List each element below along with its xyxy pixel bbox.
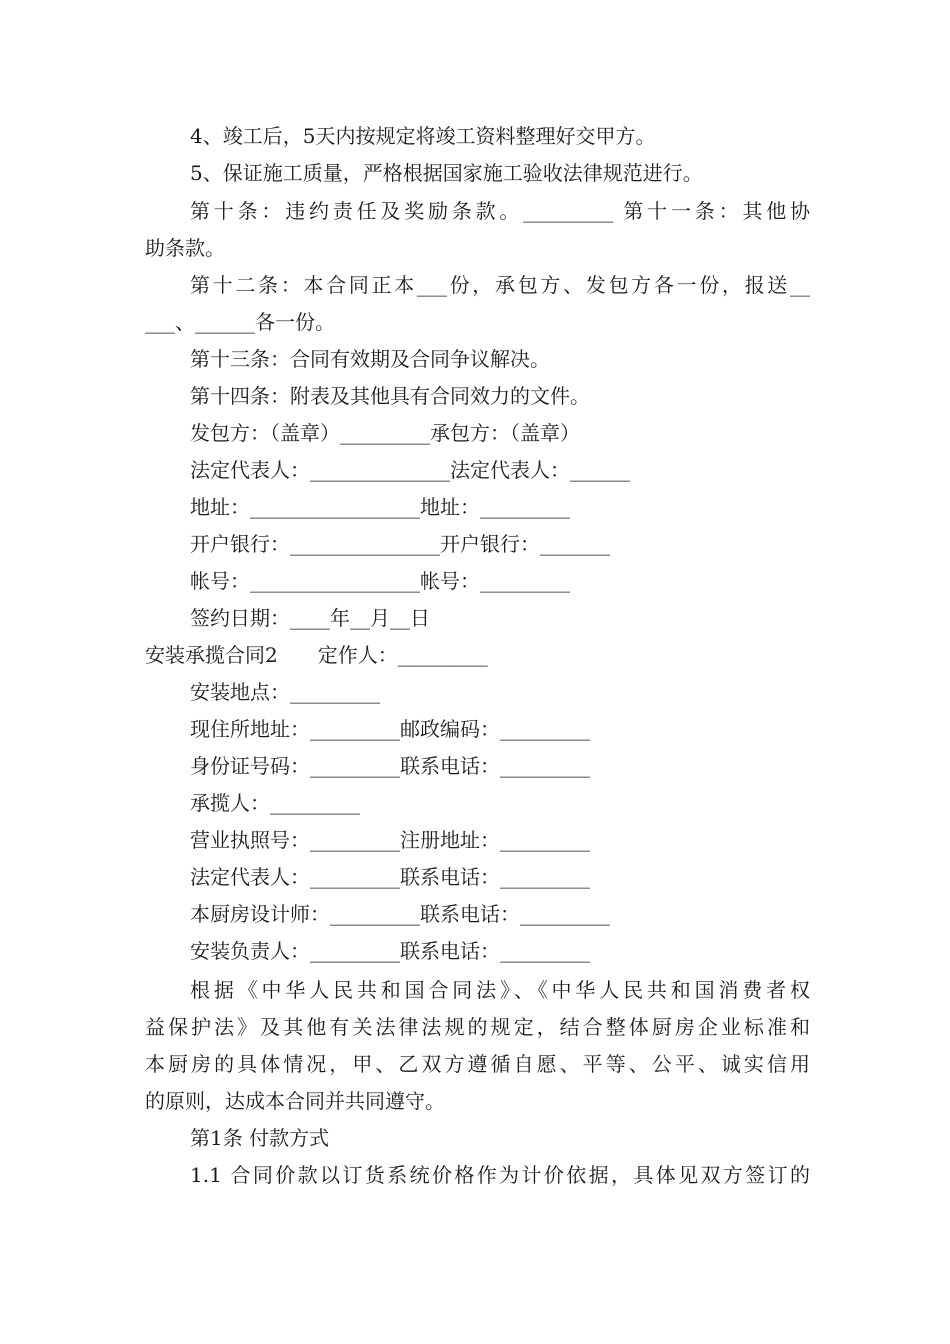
text-line: 本厨房的具体情况，甲、乙双方遵循自愿、平等、公平、诚实信用 (145, 1052, 810, 1076)
text-line: 营业执照号：_________注册地址：_________ (190, 828, 590, 852)
text-line: 的原则，达成本合同并共同遵守。 (145, 1089, 445, 1113)
text-line: 安装负责人：_________联系电话：_________ (190, 939, 590, 963)
text-line: 第十条：违约责任及奖励条款。_________ 第十一条：其他协 (190, 199, 810, 223)
text-line: 开户银行：_______________开户银行：_______ (190, 532, 610, 556)
text-line: 益保护法》及其他有关法律法规的规定，结合整体厨房企业标准和 (145, 1015, 810, 1039)
text-line: 承揽人：_________ (190, 791, 360, 815)
text-line: 第十四条：附表及其他具有合同效力的文件。 (190, 384, 590, 408)
text-line: 法定代表人：_________联系电话：_________ (190, 865, 590, 889)
text-line: 第十三条：合同有效期及合同争议解决。 (190, 347, 550, 371)
text-line: 法定代表人：______________法定代表人：______ (190, 458, 630, 482)
text-line: 根据《中华人民共和国合同法》、《中华人民共和国消费者权 (190, 978, 810, 1002)
text-line: 第1条 付款方式 (190, 1126, 330, 1150)
text-line: 本厨房设计师：_________联系电话：_________ (190, 902, 610, 926)
text-line: 1.1 合同价款以订货系统价格作为计价依据，具体见双方签订的 (190, 1163, 810, 1187)
text-line: 身份证号码：_________联系电话：_________ (190, 754, 590, 778)
text-line: 帐号：_________________帐号：_________ (190, 569, 570, 593)
section-heading: 安装承揽合同2 定作人：_________ (145, 643, 488, 667)
text-line: ___、______各一份。 (145, 310, 335, 334)
text-line: 签约日期：____年__月__日 (190, 606, 430, 630)
text-line: 安装地点：_________ (190, 680, 380, 704)
text-line: 助条款。 (145, 236, 225, 260)
text-line: 地址：_________________地址：_________ (190, 495, 570, 519)
text-line: 发包方：（盖章）_________承包方：（盖章） (190, 421, 580, 445)
text-line: 4、竣工后，5天内按规定将竣工资料整理好交甲方。 (190, 124, 656, 148)
text-line: 第十二条：本合同正本___份，承包方、发包方各一份，报送__ (190, 273, 810, 297)
text-line: 5、保证施工质量，严格根据国家施工验收法律规范进行。 (190, 161, 703, 185)
text-line: 现住所地址：_________邮政编码：_________ (190, 717, 590, 741)
